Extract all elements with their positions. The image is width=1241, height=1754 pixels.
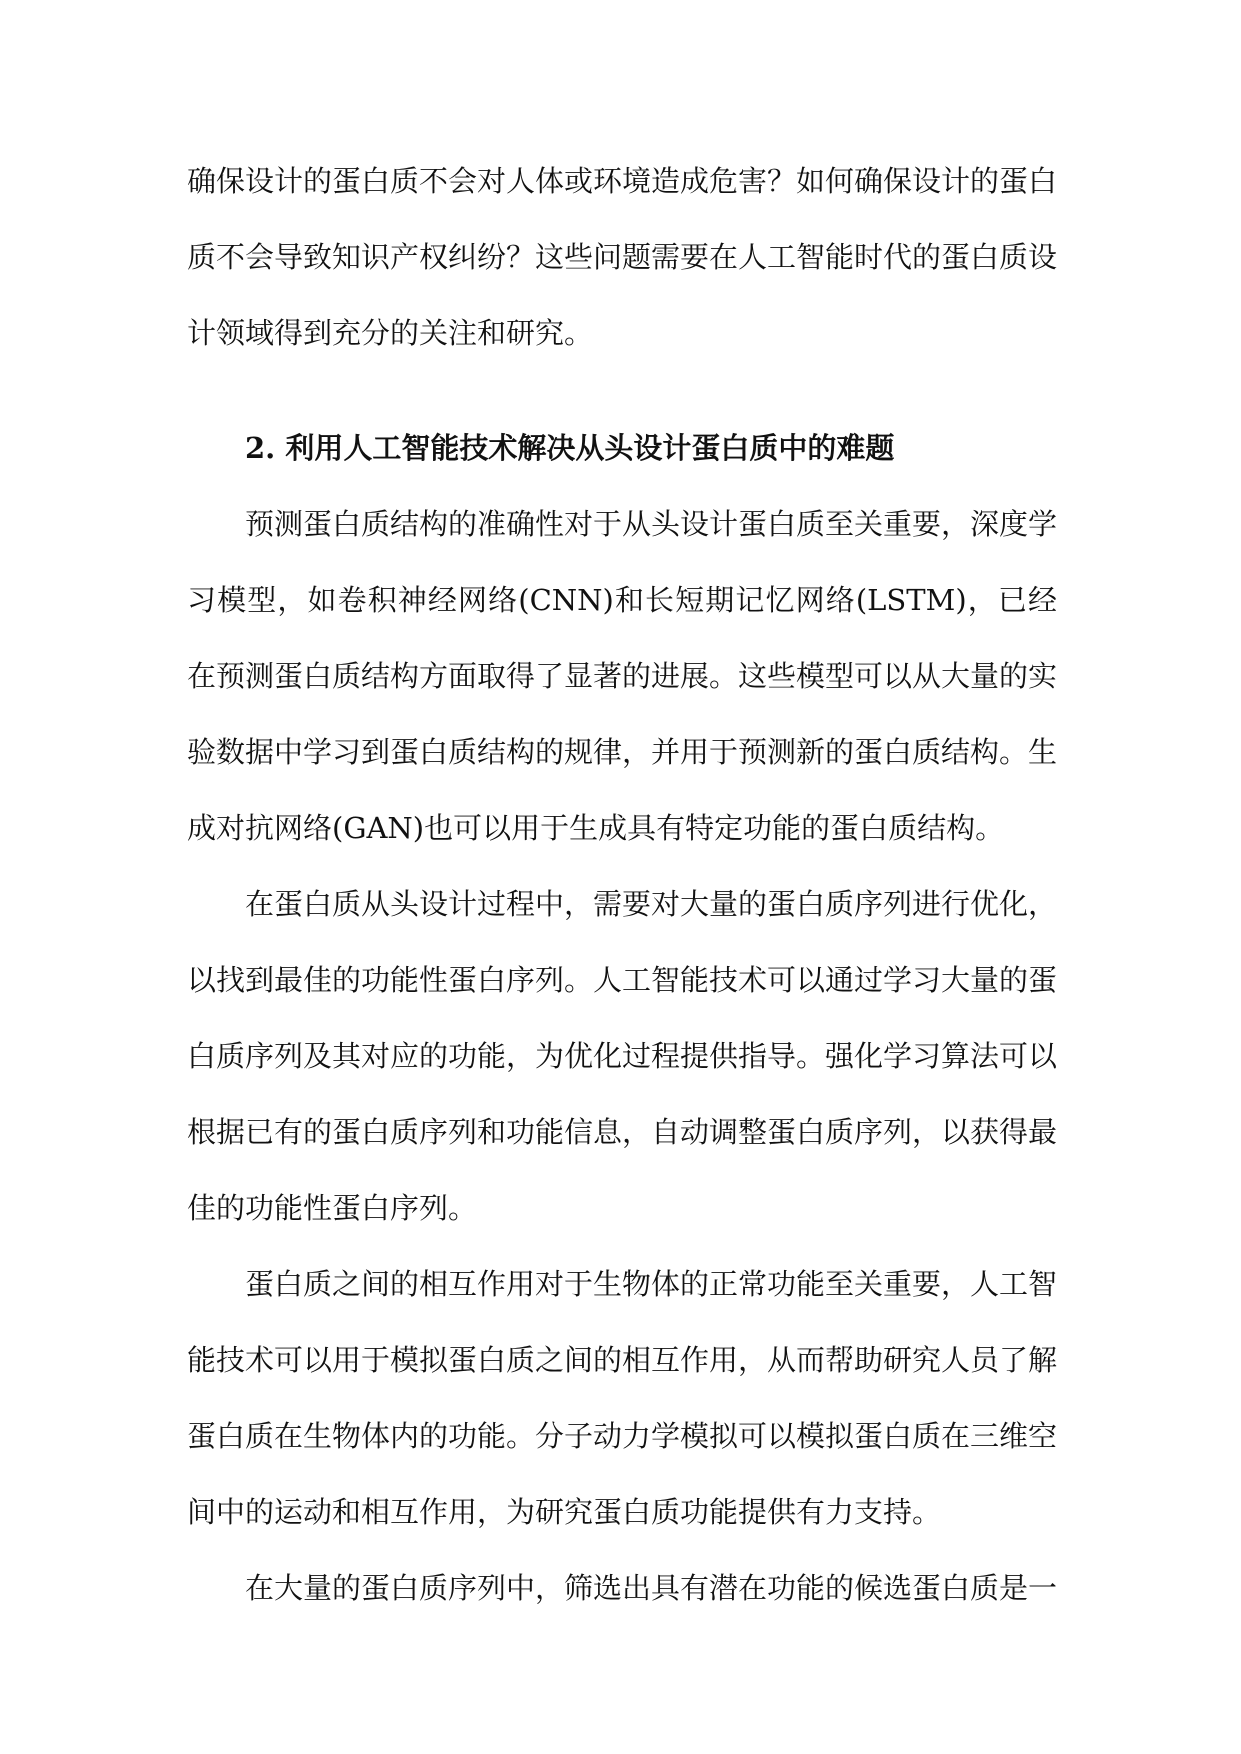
document-body [187, 143, 1057, 1626]
body-paragraph-1: 预测蛋白质结构的准确性对于从头设计蛋白质至关重要，深度学习模型，如卷积神经网络(CNN)和长短期记忆网络(LSTM)，已经在预测蛋白质结构方面取得了显著的进展。这些模型可以从大量的实验数据中学习到蛋白质结构的规律，并用于预测新的蛋白质结构。生成对抗网络(GAN)也可以用于生成具有特定功能的蛋白质结构。 [187, 507, 1058, 845]
intro-paragraph: 确保设计的蛋白质不会对人体或环境造成危害？如何确保设计的蛋白质不会导致知识产权纠纷？这些问题需要在人工智能时代的蛋白质设计领域得到充分的关注和研究。 [187, 164, 1058, 350]
section-heading: 2. 利用人工智能技术解决从头设计蛋白质中的难题 [245, 431, 895, 465]
body-paragraph-3: 蛋白质之间的相互作用对于生物体的正常功能至关重要，人工智能技术可以用于模拟蛋白质之间的相互作用，从而帮助研究人员了解蛋白质在生物体内的功能。分子动力学模拟可以模拟蛋白质在三维空间中的运动和相互作用，为研究蛋白质功能提供有力支持。 [187, 1267, 1058, 1529]
body-paragraph-4: 在大量的蛋白质序列中，筛选出具有潜在功能的候选蛋白质是一 [245, 1571, 1058, 1605]
body-paragraph-2: 在蛋白质从头设计过程中，需要对大量的蛋白质序列进行优化，以找到最佳的功能性蛋白序列。人工智能技术可以通过学习大量的蛋白质序列及其对应的功能，为优化过程提供指导。强化学习算法可以根据已有的蛋白质序列和功能信息，自动调整蛋白质序列，以获得最佳的功能性蛋白序列。 [187, 887, 1058, 1225]
